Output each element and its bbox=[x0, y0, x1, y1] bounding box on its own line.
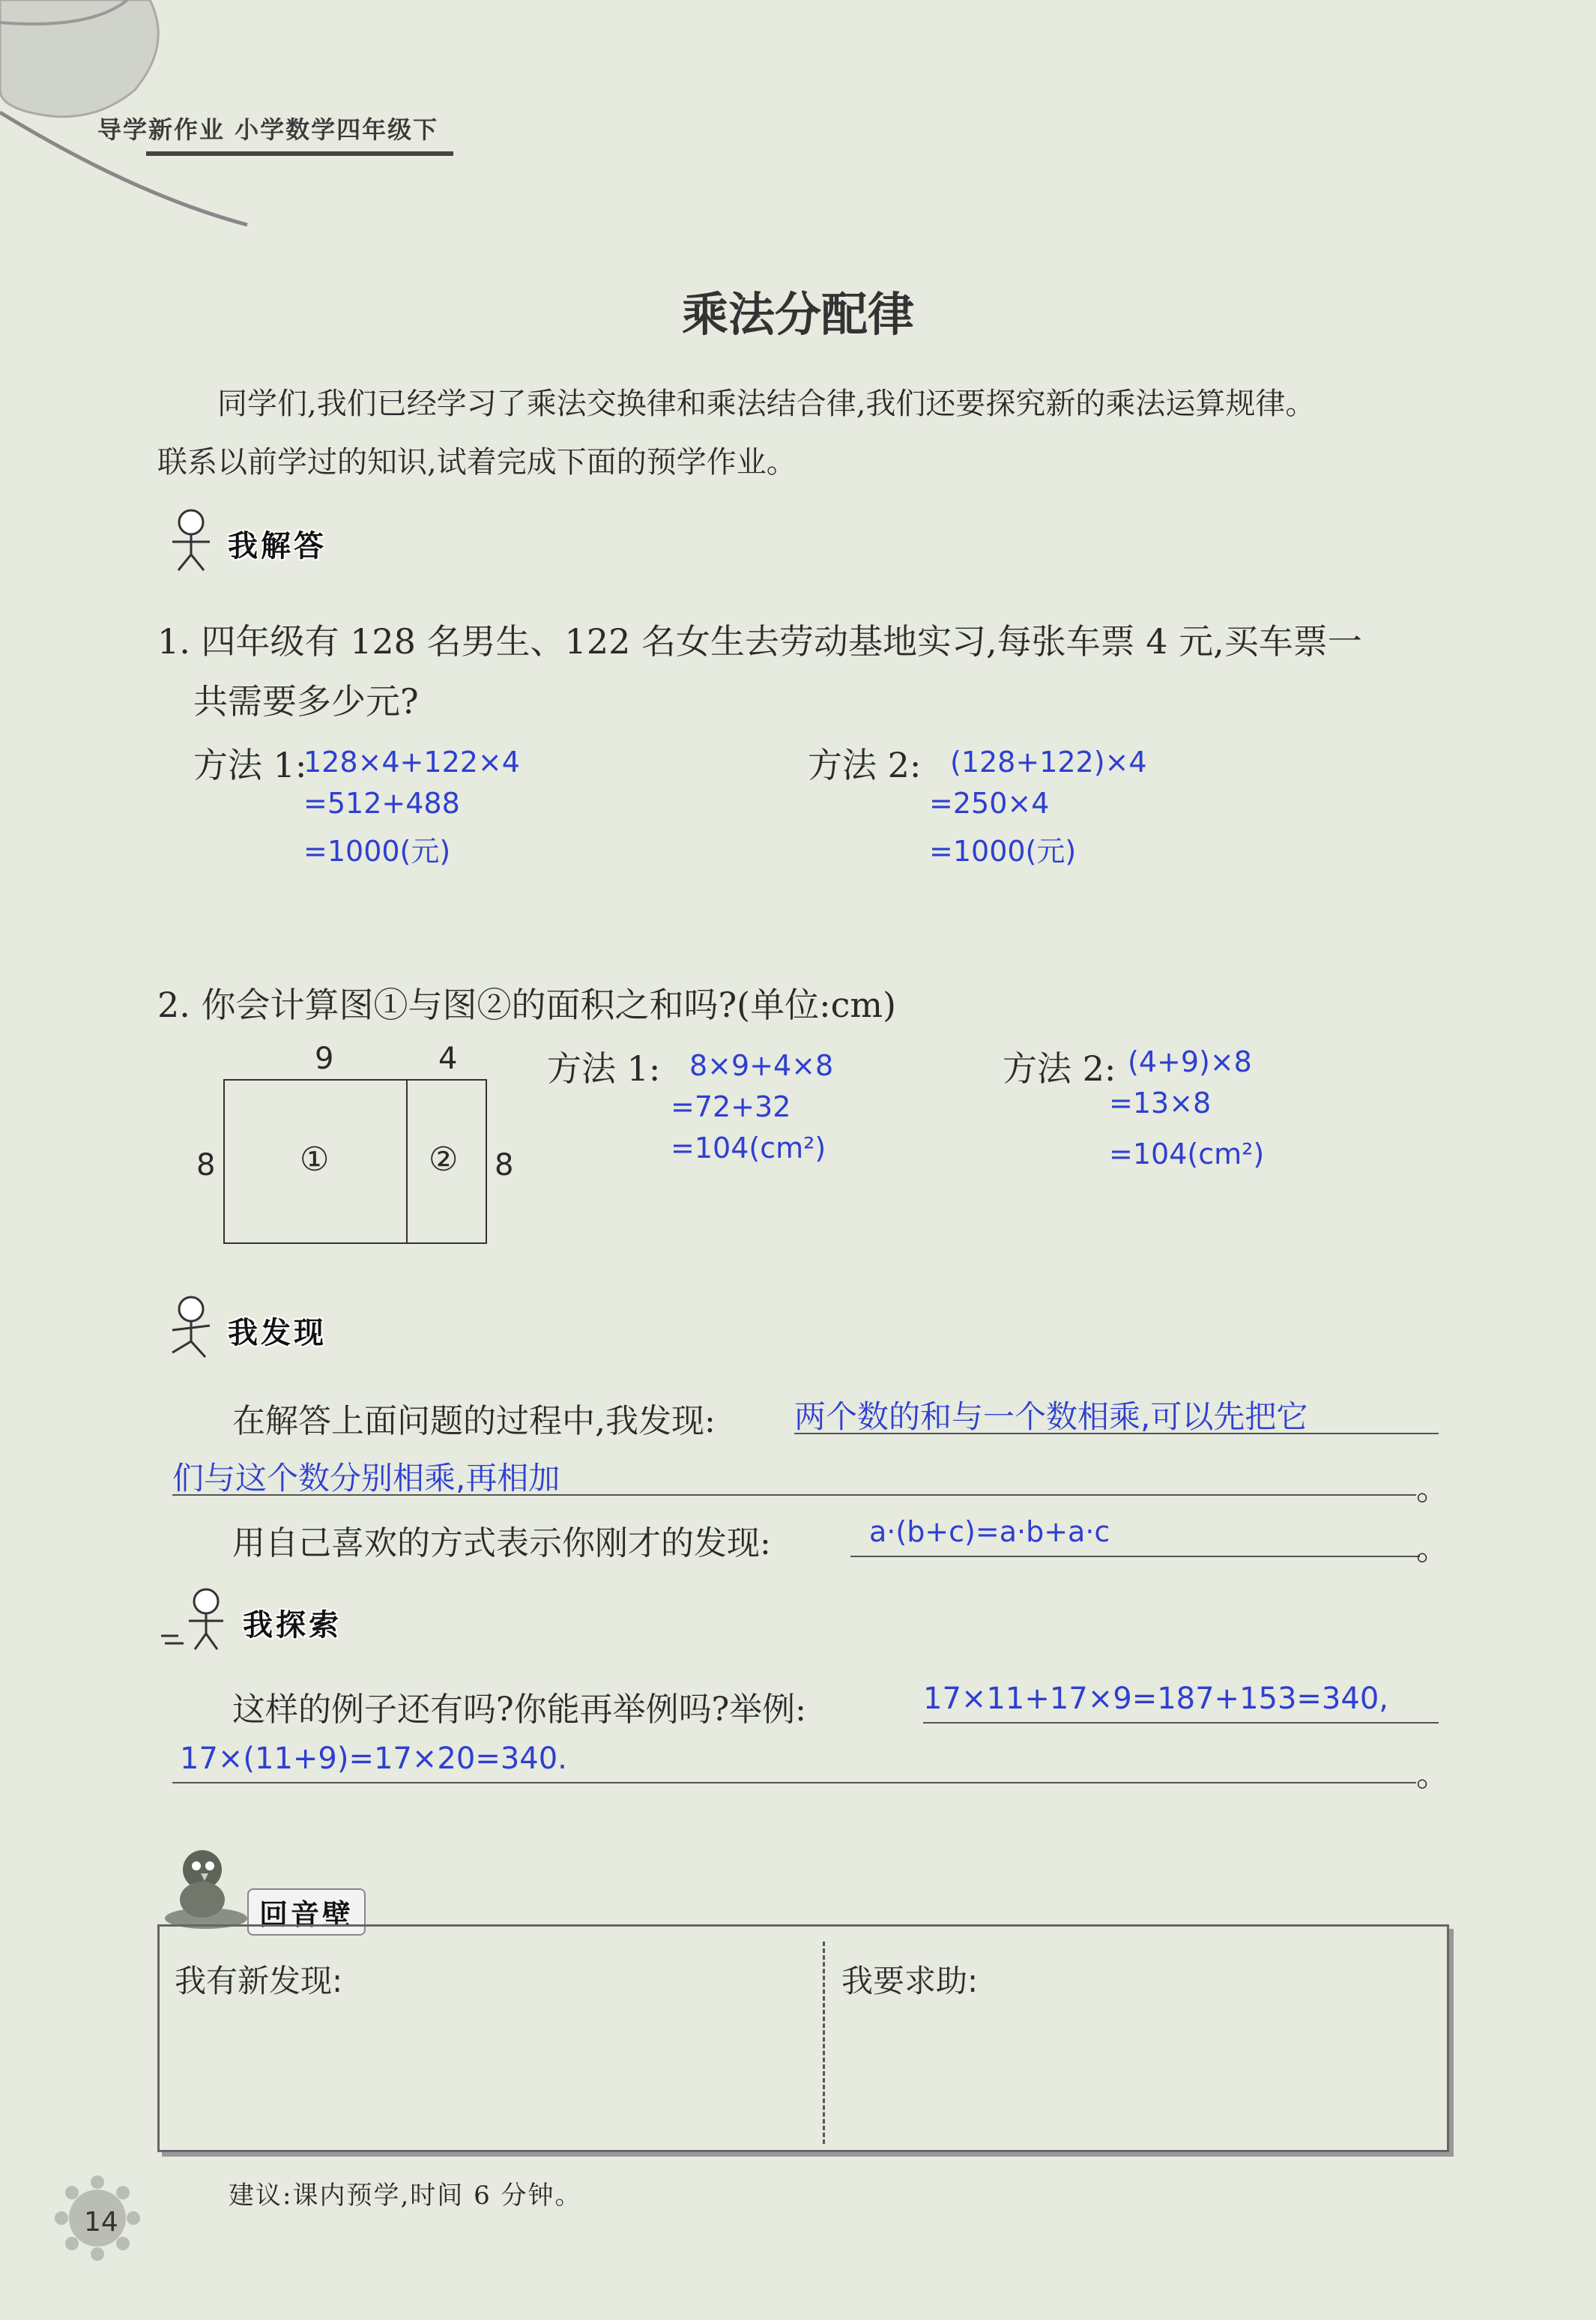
q2-method1-line-3: =104(cm²) bbox=[671, 1132, 826, 1164]
intro-line-1: 同学们,我们已经学习了乘法交换律和乘法结合律,我们还要探究新的乘法运算规律。 bbox=[217, 387, 1316, 421]
explore-answer-line-2: 17×(11+9)=17×20=340. bbox=[172, 1741, 1416, 1783]
q2-method1-line-2: =72+32 bbox=[671, 1090, 791, 1123]
echo-box-divider bbox=[823, 1942, 825, 2144]
section-explore-label: 我探索 bbox=[243, 1608, 342, 1643]
stick-figure-icon bbox=[157, 1585, 240, 1652]
discover-end-1: 。 bbox=[1416, 1469, 1449, 1508]
figure-label-left: 8 bbox=[196, 1148, 216, 1182]
header-rule bbox=[146, 151, 453, 156]
section-answer-label: 我解答 bbox=[228, 529, 327, 564]
echo-new-findings-label: 我有新发现: bbox=[175, 1963, 343, 1999]
explore-end: 。 bbox=[1416, 1756, 1449, 1794]
q2-line: 2. 你会计算图①与图②的面积之和吗?(单位:cm) bbox=[157, 985, 896, 1025]
discover-prompt-2: 用自己喜欢的方式表示你刚才的发现: bbox=[232, 1524, 771, 1562]
discover-formula: a·(b+c)=a·b+a·c bbox=[850, 1515, 1420, 1557]
q2-method1-line-1: 8×9+4×8 bbox=[689, 1049, 834, 1082]
explore-prompt: 这样的例子还有吗?你能再举例吗?举例: bbox=[232, 1691, 807, 1729]
bird-mascot-icon bbox=[157, 1836, 255, 1933]
page-number: 14 bbox=[84, 2207, 118, 2238]
figure-label-top-left: 9 bbox=[315, 1042, 334, 1076]
section-explore bbox=[157, 1585, 397, 1652]
rectangle-figure bbox=[223, 1079, 487, 1244]
footer-suggestion: 建议:课内预学,时间 6 分钟。 bbox=[229, 2181, 582, 2211]
discover-answer-line-1: 两个数的和与一个数相乘,可以先把它 bbox=[794, 1392, 1439, 1434]
explore-answer-line-1: 17×11+17×9=187+153=340, bbox=[923, 1682, 1439, 1724]
echo-ask-help-label: 我要求助: bbox=[841, 1963, 979, 1999]
figure-divider bbox=[406, 1081, 408, 1242]
discover-prompt: 在解答上面问题的过程中,我发现: bbox=[232, 1402, 716, 1440]
echo-wall-box bbox=[157, 1924, 1449, 2152]
figure-label-top-right: 4 bbox=[438, 1042, 458, 1076]
stick-figure-icon bbox=[157, 1293, 225, 1360]
q1-method2-label: 方法 2: bbox=[808, 745, 922, 785]
section-echo bbox=[157, 1836, 397, 1933]
header-title: 导学新作业 小学数学四年级下 bbox=[97, 115, 439, 144]
q2-method2-line-3: =104(cm²) bbox=[1109, 1138, 1265, 1170]
q1-method1-line-3: =1000(元) bbox=[303, 835, 451, 868]
q2-method2-line-2: =13×8 bbox=[1109, 1087, 1212, 1120]
section-echo-label: 回音壁 bbox=[247, 1888, 366, 1936]
intro-line-2: 联系以前学过的知识,试着完成下面的预学作业。 bbox=[157, 445, 797, 480]
section-discover-label: 我发现 bbox=[228, 1316, 327, 1350]
figure-label-right: 8 bbox=[495, 1148, 514, 1182]
q1-method1-line-1: 128×4+122×4 bbox=[303, 746, 520, 779]
section-discover bbox=[157, 1293, 382, 1360]
discover-answer-line-2: 们与这个数分别相乘,再相加 bbox=[172, 1454, 1416, 1496]
figure-region-1: ① bbox=[300, 1141, 330, 1179]
q2-method2-label: 方法 2: bbox=[1003, 1048, 1116, 1089]
stick-figure-icon bbox=[157, 506, 225, 573]
q1-method1-line-2: =512+488 bbox=[303, 787, 460, 820]
q1-method2-line-2: =250×4 bbox=[929, 787, 1050, 820]
q2-method1-label: 方法 1: bbox=[547, 1048, 661, 1089]
discover-end-2: 。 bbox=[1416, 1529, 1449, 1568]
figure-region-2: ② bbox=[429, 1141, 459, 1179]
section-answer bbox=[157, 506, 382, 573]
q1-method2-line-3: =1000(元) bbox=[929, 835, 1077, 868]
q1-line-1: 1. 四年级有 128 名男生、122 名女生去劳动基地实习,每张车票 4 元,买车票一 bbox=[157, 621, 1362, 662]
q1-line-2: 共需要多少元? bbox=[193, 681, 419, 722]
q1-method2-line-1: (128+122)×4 bbox=[950, 746, 1147, 779]
page-title: 乘法分配律 bbox=[681, 287, 914, 342]
q1-method1-label: 方法 1: bbox=[193, 745, 307, 785]
q2-method2-line-1: (4+9)×8 bbox=[1128, 1045, 1252, 1078]
